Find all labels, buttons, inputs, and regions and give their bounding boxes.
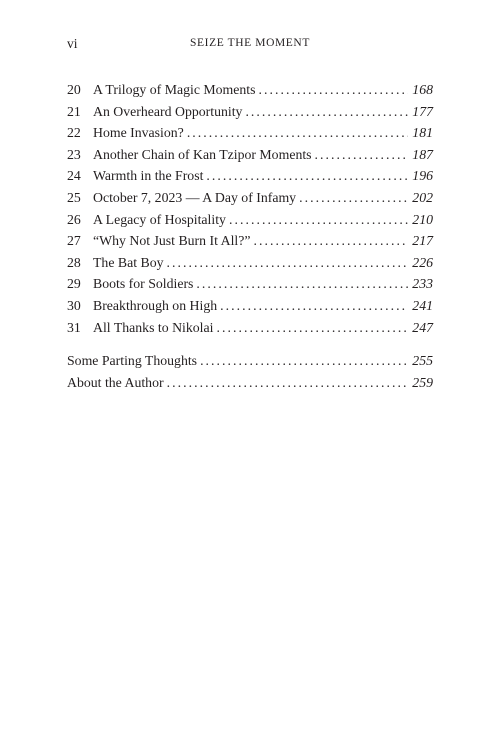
back-matter-list <box>67 350 433 393</box>
toc-entry[interactable] <box>67 101 433 123</box>
page-number: vi <box>67 36 78 51</box>
chapter-number: 31 <box>67 319 81 335</box>
toc-entry[interactable] <box>67 209 433 231</box>
chapter-title: A Legacy of Hospitality <box>93 211 226 227</box>
chapter-title: Home Invasion? <box>93 125 184 141</box>
chapter-title: An Overheard Opportunity <box>93 103 243 119</box>
page-header <box>67 36 433 56</box>
chapter-page: 233 <box>412 276 433 292</box>
chapter-title: Boots for Soldiers <box>93 276 194 292</box>
dot-leader <box>167 372 409 394</box>
toc-entry[interactable] <box>67 187 433 209</box>
chapter-number: 27 <box>67 233 81 249</box>
toc-entry[interactable] <box>67 350 433 372</box>
chapter-page: 177 <box>412 103 433 119</box>
toc-entry[interactable] <box>67 372 433 394</box>
dot-leader <box>259 79 409 101</box>
chapter-page: 168 <box>412 82 433 97</box>
toc-entry[interactable] <box>67 230 433 252</box>
toc-entry[interactable] <box>67 273 433 295</box>
dot-leader <box>196 273 408 295</box>
chapter-number: 22 <box>67 125 81 141</box>
section-title: About the Author <box>67 374 164 390</box>
table-of-contents <box>67 79 433 338</box>
chapter-page: 210 <box>412 211 433 227</box>
chapter-page: 217 <box>412 233 433 249</box>
toc-entry[interactable] <box>67 122 433 144</box>
chapter-title: A Trilogy of Magic Moments <box>93 82 256 97</box>
chapter-page: 247 <box>412 319 433 335</box>
chapter-number: 28 <box>67 254 81 270</box>
toc-entry[interactable] <box>67 144 433 166</box>
toc-entry[interactable] <box>67 79 433 101</box>
section-page: 259 <box>412 374 433 390</box>
chapter-page: 241 <box>412 297 433 313</box>
dot-leader <box>315 144 409 166</box>
dot-leader <box>254 230 409 252</box>
toc-entry[interactable] <box>67 252 433 274</box>
chapter-number: 30 <box>67 297 81 313</box>
chapter-title: Warmth in the Frost <box>93 168 204 184</box>
running-head: SEIZE THE MOMENT <box>190 37 310 49</box>
chapter-number: 20 <box>67 82 81 97</box>
dot-leader <box>220 295 408 317</box>
chapter-page: 196 <box>412 168 433 184</box>
dot-leader <box>200 350 408 372</box>
toc-entry[interactable] <box>67 165 433 187</box>
chapter-number: 26 <box>67 211 81 227</box>
chapter-page: 202 <box>412 189 433 205</box>
chapter-page: 181 <box>412 125 433 141</box>
chapter-title: Breakthrough on High <box>93 297 218 313</box>
chapter-number: 23 <box>67 146 81 162</box>
chapter-title: October 7, 2023 — A Day of Infamy <box>93 189 297 205</box>
dot-leader <box>216 317 408 339</box>
section-page: 255 <box>412 353 433 368</box>
chapter-title: Another Chain of Kan Tzipor Moments <box>93 146 312 162</box>
toc-entry[interactable] <box>67 317 433 339</box>
chapter-number: 29 <box>67 276 81 292</box>
chapter-number: 25 <box>67 189 81 205</box>
dot-leader <box>167 252 409 274</box>
dot-leader <box>187 122 408 144</box>
toc-entry[interactable] <box>67 295 433 317</box>
chapter-page: 187 <box>412 146 433 162</box>
chapter-page: 226 <box>412 254 433 270</box>
section-title: Some Parting Thoughts <box>67 353 198 368</box>
dot-leader <box>299 187 408 209</box>
chapter-title: “Why Not Just Burn It All?” <box>93 233 251 249</box>
chapter-title: All Thanks to Nikolai <box>93 319 214 335</box>
dot-leader <box>206 165 408 187</box>
dot-leader <box>245 101 408 123</box>
chapter-title: The Bat Boy <box>93 254 164 270</box>
dot-leader <box>229 209 408 231</box>
chapter-number: 24 <box>67 168 81 184</box>
chapter-number: 21 <box>67 103 81 119</box>
